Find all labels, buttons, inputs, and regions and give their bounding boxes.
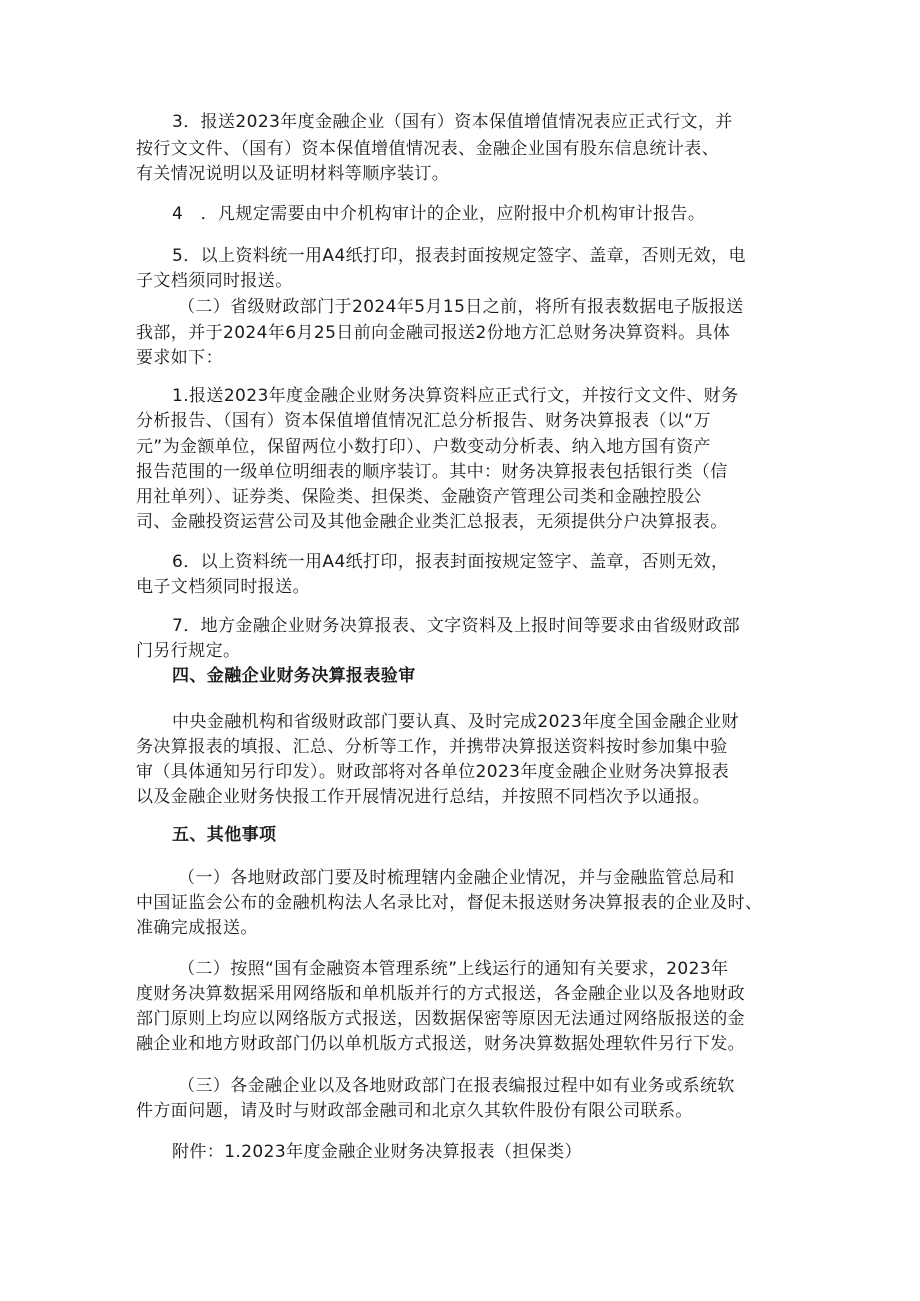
- paragraph-5-line-2: 子文档须同时报送。: [136, 271, 293, 291]
- item-6-line-2: 电子文档须同时报送。: [136, 577, 310, 597]
- other-2-line-4: 融企业和地方财政部门仍以单机版方式报送，财务决算数据处理软件另行下发。: [136, 1034, 745, 1054]
- item-1-line-1: 1.报送2023年度金融企业财务决算资料应正式行文，并按行文文件、财务: [172, 386, 739, 406]
- item-7-line-1: 7．地方金融企业财务决算报表、文字资料及上报时间等要求由省级财政部: [172, 616, 741, 636]
- audit-paragraph-line-2: 务决算报表的填报、汇总、分析等工作，并携带决算报送资料按时参加集中验: [136, 737, 728, 757]
- paragraph-4-line-1: 4 ．凡规定需要由中介机构审计的企业，应附报中介机构审计报告。: [172, 204, 706, 224]
- section-2-line-3: 要求如下：: [136, 348, 223, 368]
- audit-paragraph-line-4: 以及金融企业财务快报工作开展情况进行总结，并按照不同档次予以通报。: [136, 787, 711, 807]
- other-3-line-1: （三）各金融企业以及各地财政部门在报表编报过程中如有业务或系统软: [178, 1076, 735, 1096]
- item-1-line-3: 元”为金额单位，保留两位小数打印）、户数变动分析表、纳入地方国有资产: [136, 437, 711, 457]
- item-6-line-1: 6．以上资料统一用A4纸打印，报表封面按规定签字、盖章，否则无效，: [172, 552, 729, 572]
- other-2-line-3: 部门原则上均应以网络版方式报送，因数据保密等原因无法通过网络版报送的金: [136, 1009, 745, 1029]
- item-1-line-6: 司、金融投资运营公司及其他金融企业类汇总报表，无须提供分户决算报表。: [136, 512, 728, 532]
- section-heading-4: 四、金融企业财务决算报表验审: [172, 666, 416, 686]
- other-2-line-1: （二）按照“国有金融资本管理系统”上线运行的通知有关要求，2023年: [178, 959, 729, 979]
- section-2-line-2: 我部，并于2024年6月25日前向金融司报送2份地方汇总财务决算资料。具体: [136, 323, 731, 343]
- item-1-line-2: 分析报告、（国有）资本保值增值情况汇总分析报告、财务决算报表（以“万: [136, 411, 711, 431]
- audit-paragraph-line-1: 中央金融机构和省级财政部门要认真、及时完成2023年度全国金融企业财: [172, 712, 739, 732]
- item-1-line-5: 用社单列）、证券类、保险类、担保类、金融资产管理公司类和金融控股公: [136, 487, 702, 507]
- other-1-line-1: （一）各地财政部门要及时梳理辖内金融企业情况，并与金融监管总局和: [178, 868, 735, 888]
- paragraph-5-line-1: 5．以上资料统一用A4纸打印，报表封面按规定签字、盖章，否则无效，电: [172, 246, 746, 266]
- item-1-line-4: 报告范围的一级单位明细表的顺序装订。其中：财务决算报表包括银行类（信: [136, 462, 728, 482]
- paragraph-3-line-2: 按行文文件、（国有）资本保值增值情况表、金融企业国有股东信息统计表、: [136, 139, 720, 159]
- audit-paragraph-line-3: 审（具体通知另行印发）。财政部将对各单位2023年度金融企业财务决算报表: [136, 762, 730, 782]
- paragraph-3-line-3: 有关情况说明以及证明材料等顺序装订。: [136, 164, 450, 184]
- other-2-line-2: 度财务决算数据采用网络版和单机版并行的方式报送，各金融企业以及各地财政: [136, 984, 745, 1004]
- other-3-line-2: 件方面问题，请及时与财政部金融司和北京久其软件股份有限公司联系。: [136, 1101, 693, 1121]
- other-1-line-2: 中国证监会公布的金融机构法人名录比对，督促未报送财务决算报表的企业及时、: [136, 893, 763, 913]
- section-2-line-1: （二）省级财政部门于2024年5月15日之前，将所有报表数据电子版报送: [178, 297, 744, 317]
- paragraph-3-line-1: 3．报送2023年度金融企业（国有）资本保值增值情况表应正式行文，并: [172, 112, 733, 132]
- other-1-line-3: 准确完成报送。: [136, 918, 258, 938]
- attachment-line: 附件：1.2023年度金融企业财务决算报表（担保类）: [172, 1142, 582, 1162]
- item-7-line-2: 门另行规定。: [136, 641, 241, 661]
- section-heading-5: 五、其他事项: [172, 825, 277, 845]
